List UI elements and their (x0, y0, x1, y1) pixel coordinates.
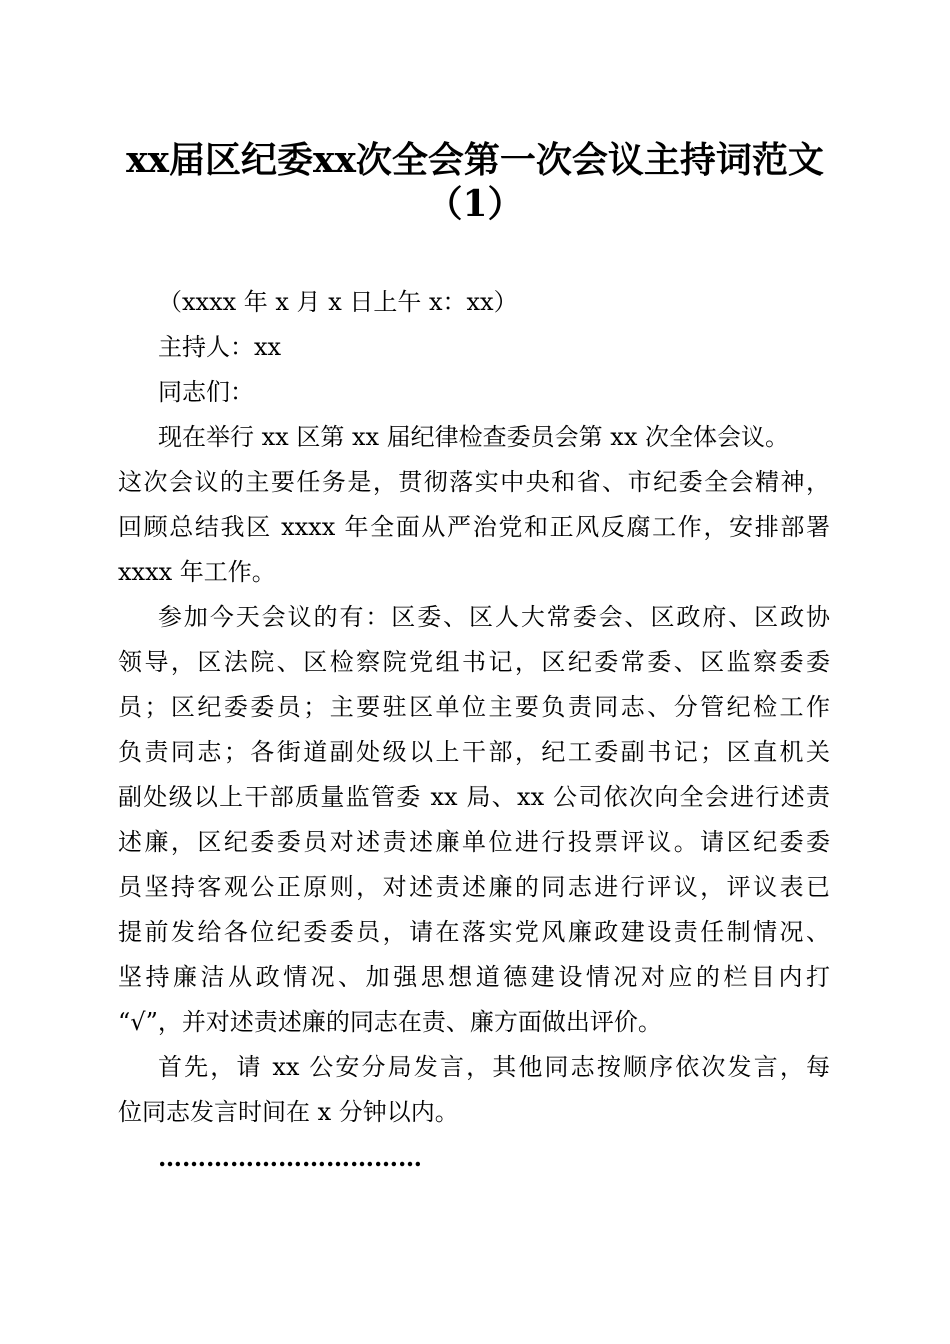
paragraph-2-line: 员坚持客观公正原则，对述责述廉的同志进行评议，评议表已 (118, 873, 830, 901)
document-title-line-2: （1） (426, 183, 524, 225)
meeting-time: （xxxx 年 x 月 x 日上午 x：xx） (158, 288, 518, 316)
ellipsis: …………………………… (158, 1143, 422, 1172)
paragraph-2-line: 坚持廉洁从政情况、加强思想道德建设情况对应的栏目内打 (118, 963, 830, 991)
paragraph-1-line: xxxx 年工作。 (118, 558, 276, 586)
meeting-host: 主持人：xx (158, 333, 282, 361)
paragraph-3-line: 位同志发言时间在 x 分钟以内。 (118, 1098, 459, 1126)
paragraph-2-line: 述廉，区纪委委员对述责述廉单位进行投票评议。请区纪委委 (118, 828, 830, 856)
paragraph-2-line: 参加今天会议的有：区委、区人大常委会、区政府、区政协 (158, 603, 830, 631)
paragraph-2-line: 副处级以上干部质量监管委 xx 局、xx 公司依次向全会进行述责 (118, 783, 830, 811)
document-body (118, 280, 830, 1180)
paragraph-2-line: 领导，区法院、区检察院党组书记，区纪委常委、区监察委委 (118, 648, 830, 676)
paragraph-1-line: 回顾总结我区 xxxx 年全面从严治党和正风反腐工作，安排部署 (118, 513, 830, 541)
paragraph-1-line: 现在举行 xx 区第 xx 届纪律检查委员会第 xx 次全体会议。 (158, 423, 789, 451)
paragraph-2-line: “√”，并对述责述廉的同志在责、廉方面做出评价。 (118, 1008, 662, 1036)
paragraph-2-line: 提前发给各位纪委委员，请在落实党风廉政建设责任制情况、 (118, 918, 830, 946)
salutation: 同志们： (158, 378, 254, 406)
paragraph-2-line: 员；区纪委委员；主要驻区单位主要负责同志、分管纪检工作 (118, 693, 830, 721)
document-title-line-1: xx届区纪委xx次全会第一次会议主持词范文 (126, 139, 824, 181)
paragraph-3-line: 首先，请 xx 公安分局发言，其他同志按顺序依次发言，每 (158, 1053, 830, 1081)
paragraph-1-line: 这次会议的主要任务是，贯彻落实中央和省、市纪委全会精神， (118, 468, 830, 496)
paragraph-2-line: 负责同志；各街道副处级以上干部，纪工委副书记；区直机关 (118, 738, 830, 766)
